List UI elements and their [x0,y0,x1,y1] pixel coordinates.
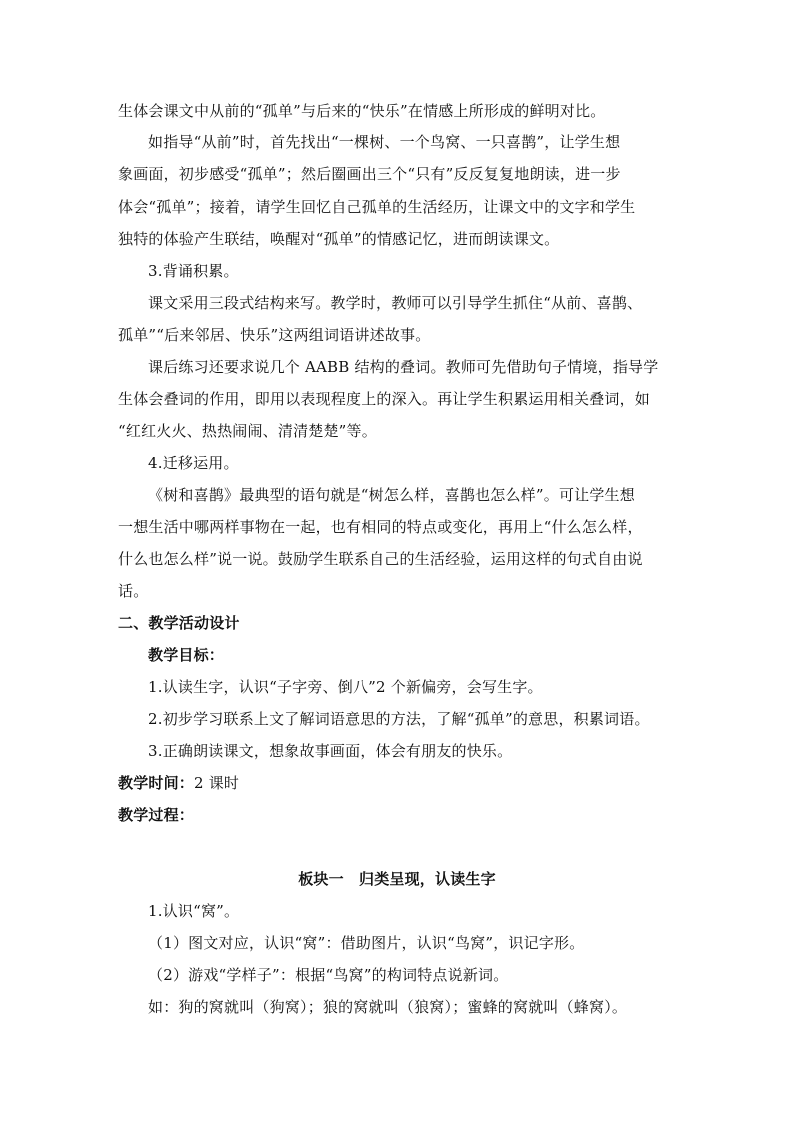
paragraph-line: “红红火火、热热闹闹、清清楚楚”等。 [118,422,377,440]
objective-heading: 教学目标： [148,646,225,664]
paragraph-line: 象画面，初步感受“孤单”；然后圈画出三个“只有”反反复复地朗读，进一步 [118,165,621,183]
block-one-title: 板块一 归类呈现，认读生字 [298,870,496,888]
teaching-time-label: 教学时间： [118,774,195,792]
paragraph-line: 孤单”“后来邻居、快乐”这两组词语讲述故事。 [118,326,431,344]
objective-item: 2.初步学习联系上文了解词语意思的方法，了解“孤单”的意思，积累词语。 [148,710,650,728]
section-heading-3: 3.背诵积累。 [148,262,239,280]
section-heading-main: 二、教学活动设计 [118,614,240,632]
teaching-time-value: 2 课时 [194,774,240,792]
objective-item: 1.认读生字，认识“子字旁、倒八”2 个新偏旁，会写生字。 [148,678,543,696]
paragraph-line: 课文采用三段式结构来写。教学时，教师可以引导学生抓住“从前、喜鹊、 [148,294,643,312]
paragraph-line: 一想生活中哪两样事物在一起，也有相同的特点或变化，再用上“什么怎么样， [118,518,643,536]
list-item: 1.认识“窝”。 [148,902,240,920]
paragraph-line: 体会“孤单”；接着，请学生回忆自己孤单的生活经历，让课文中的文字和学生 [118,198,636,216]
example-line: 如：狗的窝就叫（狗窝）；狼的窝就叫（狼窝）；蜜蜂的窝就叫（蜂窝）。 [148,998,628,1016]
teaching-time-row [118,773,318,793]
paragraph-line: 《树和喜鹊》最典型的语句就是“树怎么样，喜鹊也怎么样”。可让学生想 [148,486,635,504]
paragraph-line: 生体会课文中从前的“孤单”与后来的“快乐”在情感上所形成的鲜明对比。 [118,102,606,120]
paragraph-line: 生体会叠词的作用，即用以表现程度上的深入。再让学生积累运用相关叠词，如 [118,390,651,408]
paragraph-line: 话。 [118,582,149,600]
list-item: （1）图文对应，认识“窝”：借助图片，认识“鸟窝”，识记字形。 [148,934,585,952]
paragraph-line: 独特的体验产生联结，唤醒对“孤单”的情感记忆，进而朗读课文。 [118,230,560,248]
section-heading-4: 4.迁移运用。 [148,454,239,472]
paragraph-line: 如指导“从前”时，首先找出“一棵树、一个鸟窝、一只喜鹊”，让学生想 [148,133,621,151]
paragraph-line: 什么也怎么样”说一说。鼓励学生联系自己的生活经验，运用这样的句式自由说 [118,550,643,568]
paragraph-line: 课后练习还要求说几个 AABB 结构的叠词。教师可先借助句子情境，指导学 [148,358,659,376]
objective-item: 3.正确朗读课文，想象故事画面，体会有朋友的快乐。 [148,742,513,760]
teaching-process-heading: 教学过程： [118,806,195,824]
list-item: （2）游戏“学样子”：根据“鸟窝”的构词特点说新词。 [148,966,509,984]
